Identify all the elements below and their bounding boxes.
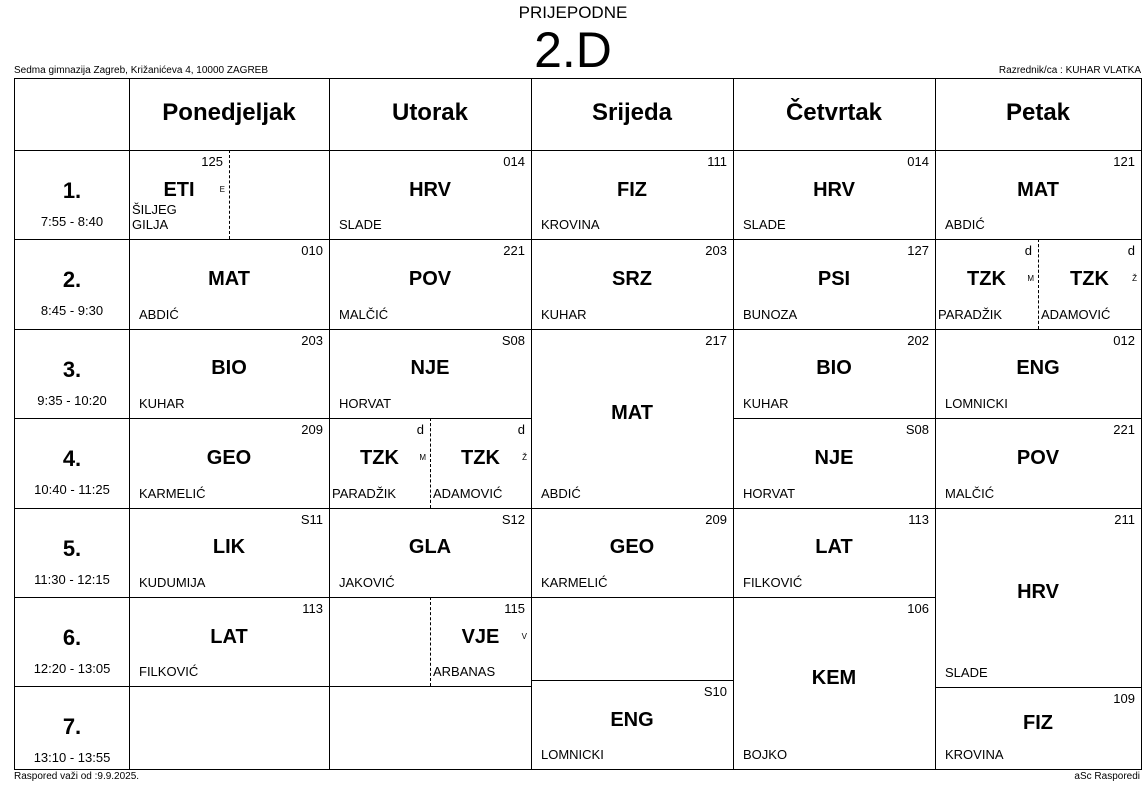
room-label: 209 (301, 422, 323, 438)
period-time: 11:30 - 12:15 (34, 571, 110, 587)
subject-label: ETI (163, 178, 195, 201)
teacher-label: JAKOVIĆ (339, 574, 395, 590)
lesson-cell[interactable] (733, 418, 935, 507)
lesson-cell[interactable] (935, 150, 1141, 239)
room-label: 217 (705, 332, 727, 348)
timetable-grid (14, 78, 1142, 770)
group-label: Ž (522, 452, 527, 462)
teacher-label: KUHAR (139, 396, 185, 412)
lesson-cell[interactable] (733, 597, 935, 769)
school-address: Sedma gimnazija Zagreb, Križanićeva 4, 10000 ZAGREB (14, 65, 269, 76)
lesson-cell[interactable] (329, 329, 531, 418)
group-label: M (419, 452, 426, 462)
row-line (15, 239, 129, 240)
subject-label: BIO (816, 357, 852, 380)
teacher-label: KARMELIĆ (541, 574, 608, 590)
teacher-label: ADAMOVIĆ (1041, 306, 1111, 322)
teacher-label: BOJKO (743, 747, 788, 762)
room-label: d (517, 422, 525, 438)
teacher-label: PARADŽIK (938, 306, 1003, 322)
subject-label: TZK (1070, 268, 1109, 291)
lesson-cell[interactable] (430, 418, 531, 507)
teacher-label: MALČIĆ (339, 306, 389, 322)
subject-label: TZK (461, 446, 500, 469)
room-label: 209 (705, 511, 727, 527)
teacher-label: KUHAR (541, 306, 587, 322)
subject-label: NJE (814, 446, 854, 469)
room-label: 221 (1113, 422, 1135, 438)
room-label: d (1127, 243, 1135, 259)
teacher-label: KUDUMIJA (139, 574, 206, 590)
room-label: 113 (908, 511, 929, 527)
group-label: V (521, 631, 527, 641)
lesson-cell[interactable] (935, 239, 1038, 328)
room-label: 125 (201, 154, 223, 169)
period-number: 4. (62, 446, 82, 472)
room-label: 127 (907, 243, 929, 259)
split-divider (430, 418, 431, 507)
teacher-label: GILJA (132, 217, 169, 233)
room-label: S11 (300, 511, 323, 527)
subject-label: FIZ (1023, 712, 1053, 734)
subject-label: BIO (211, 357, 247, 380)
subject-label: ENG (610, 708, 654, 731)
class-teacher: Razrednik/ca : KUHAR VLATKA (998, 65, 1141, 76)
subject-label: LIK (212, 536, 246, 559)
lesson-cell[interactable] (329, 150, 531, 239)
group-label: Ž (1132, 274, 1137, 284)
teacher-label: HORVAT (339, 396, 392, 412)
lesson-cell[interactable] (129, 418, 329, 507)
teacher-label: ABDIĆ (541, 485, 581, 501)
lesson-cell[interactable] (1038, 239, 1141, 328)
day-header: Četvrtak (785, 99, 883, 126)
subject-label: LAT (815, 536, 853, 559)
period-time: 10:40 - 11:25 (34, 482, 110, 498)
period-time: 8:45 - 9:30 (40, 303, 104, 319)
period-number: 3. (62, 356, 82, 382)
day-header: Utorak (391, 99, 469, 126)
lesson-cell[interactable] (531, 329, 733, 508)
period-number: 6. (62, 625, 82, 650)
lesson-cell[interactable] (531, 680, 733, 769)
room-label: 203 (301, 332, 323, 348)
subject-label: TZK (967, 268, 1006, 291)
row-line (15, 508, 129, 509)
room-label: 010 (301, 243, 323, 259)
room-label: 211 (1114, 511, 1135, 527)
lesson-cell[interactable] (531, 239, 733, 328)
teacher-label: ADAMOVIĆ (433, 485, 503, 501)
row-line (329, 686, 531, 687)
period-time: 7:55 - 8:40 (40, 214, 104, 229)
group-label: E (219, 184, 225, 194)
room-label: 012 (1113, 332, 1135, 348)
teacher-label: HORVAT (743, 485, 796, 501)
lesson-cell[interactable] (935, 687, 1141, 769)
subject-label: VJE (461, 625, 500, 648)
room-label: 121 (1113, 154, 1135, 169)
subject-label: SRZ (612, 268, 652, 291)
valid-from: Raspored važi od :9.9.2025. (14, 771, 140, 782)
teacher-label: FILKOVIĆ (139, 664, 199, 680)
subject-label: POV (1016, 446, 1060, 469)
period-number: 7. (62, 714, 82, 740)
teacher-label: KROVINA (541, 217, 600, 233)
room-label: d (416, 422, 424, 438)
subject-label: PSI (817, 268, 851, 291)
room-label: S08 (905, 422, 929, 438)
teacher-label: PARADŽIK (332, 485, 397, 501)
room-label: S08 (501, 332, 525, 348)
subject-label: MAT (208, 268, 250, 291)
lesson-cell[interactable] (430, 597, 531, 686)
teacher-label: LOMNICKI (945, 396, 1008, 412)
teacher-label: KARMELIĆ (139, 485, 206, 501)
subject-label: MAT (1017, 178, 1059, 201)
teacher-label: KROVINA (945, 747, 1004, 762)
lesson-cell[interactable] (129, 150, 229, 239)
split-divider (1038, 239, 1039, 328)
group-label: M (1027, 274, 1034, 284)
teacher-label: ABDIĆ (945, 217, 985, 233)
subject-label: NJE (410, 357, 450, 380)
subject-label: HRV (813, 178, 855, 201)
subject-label: HRV (409, 178, 451, 201)
teacher-label: FILKOVIĆ (743, 574, 803, 590)
split-divider (430, 597, 431, 686)
teacher-label: SLADE (945, 664, 988, 680)
lesson-cell[interactable] (733, 329, 935, 418)
lesson-cell[interactable] (531, 508, 733, 597)
lesson-cell[interactable] (129, 597, 329, 686)
subject-label: GLA (408, 536, 452, 559)
teacher-label: MALČIĆ (945, 485, 995, 501)
subject-label: POV (408, 268, 452, 291)
subject-label: GEO (206, 446, 252, 469)
teacher-label: SLADE (743, 217, 786, 233)
lesson-cell[interactable] (129, 239, 329, 328)
lesson-cell[interactable] (935, 508, 1141, 687)
room-label: 109 (1113, 691, 1135, 706)
row-line (129, 686, 329, 687)
period-time: 12:20 - 13:05 (33, 661, 111, 676)
room-label: S10 (703, 684, 727, 699)
period-number: 1. (62, 178, 82, 203)
period-time: 13:10 - 13:55 (33, 750, 111, 766)
teacher-label: LOMNICKI (541, 747, 604, 762)
brand-label: aSc Rasporedi (1074, 771, 1140, 782)
teacher-label: ABDIĆ (139, 306, 179, 322)
class-name: 2.D (534, 22, 612, 78)
lesson-cell[interactable] (129, 508, 329, 597)
subject-label: MAT (611, 402, 653, 425)
lesson-cell[interactable] (935, 329, 1141, 418)
room-label: 203 (705, 243, 727, 259)
teacher-label: KUHAR (743, 396, 789, 412)
room-label: d (1024, 243, 1032, 259)
room-label: 106 (907, 601, 929, 616)
room-label: 202 (907, 332, 929, 348)
day-header: Srijeda (591, 99, 673, 126)
room-label: 113 (302, 601, 323, 616)
lesson-cell[interactable] (935, 418, 1141, 507)
split-divider (229, 150, 230, 239)
room-label: 014 (907, 154, 929, 169)
room-label: S12 (501, 511, 525, 527)
row-line (15, 597, 129, 598)
lesson-cell[interactable] (129, 329, 329, 418)
room-label: 111 (707, 154, 727, 169)
subject-label: TZK (360, 446, 399, 469)
room-label: 014 (503, 154, 525, 169)
lesson-cell[interactable] (329, 508, 531, 597)
row-line (531, 597, 733, 598)
subject-label: ENG (1016, 357, 1060, 380)
row-line (15, 418, 129, 419)
period-number: 5. (62, 535, 82, 561)
teacher-label: SLADE (339, 217, 382, 233)
row-line (15, 329, 129, 330)
subject-label: FIZ (617, 178, 647, 201)
room-label: 115 (504, 601, 525, 616)
lesson-cell[interactable] (733, 150, 935, 239)
day-header: Petak (1005, 99, 1071, 126)
period-time: 9:35 - 10:20 (37, 392, 107, 408)
subject-label: GEO (609, 536, 655, 559)
subject-label: KEM (811, 667, 857, 689)
period-number: 2. (62, 267, 82, 293)
subject-label: HRV (1017, 581, 1059, 604)
lesson-cell[interactable] (733, 239, 935, 328)
lesson-cell[interactable] (531, 150, 733, 239)
lesson-cell[interactable] (733, 508, 935, 597)
lesson-cell[interactable] (329, 239, 531, 328)
teacher-label: ŠILJEG (132, 202, 177, 218)
teacher-label: ARBANAS (433, 664, 496, 680)
row-line (15, 686, 129, 687)
day-header: Ponedjeljak (162, 99, 296, 126)
subject-label: LAT (210, 625, 248, 648)
lesson-cell[interactable] (329, 418, 430, 507)
session-label: PRIJEPODNE (518, 3, 628, 22)
teacher-label: BUNOZA (743, 306, 798, 322)
room-label: 221 (503, 243, 525, 259)
